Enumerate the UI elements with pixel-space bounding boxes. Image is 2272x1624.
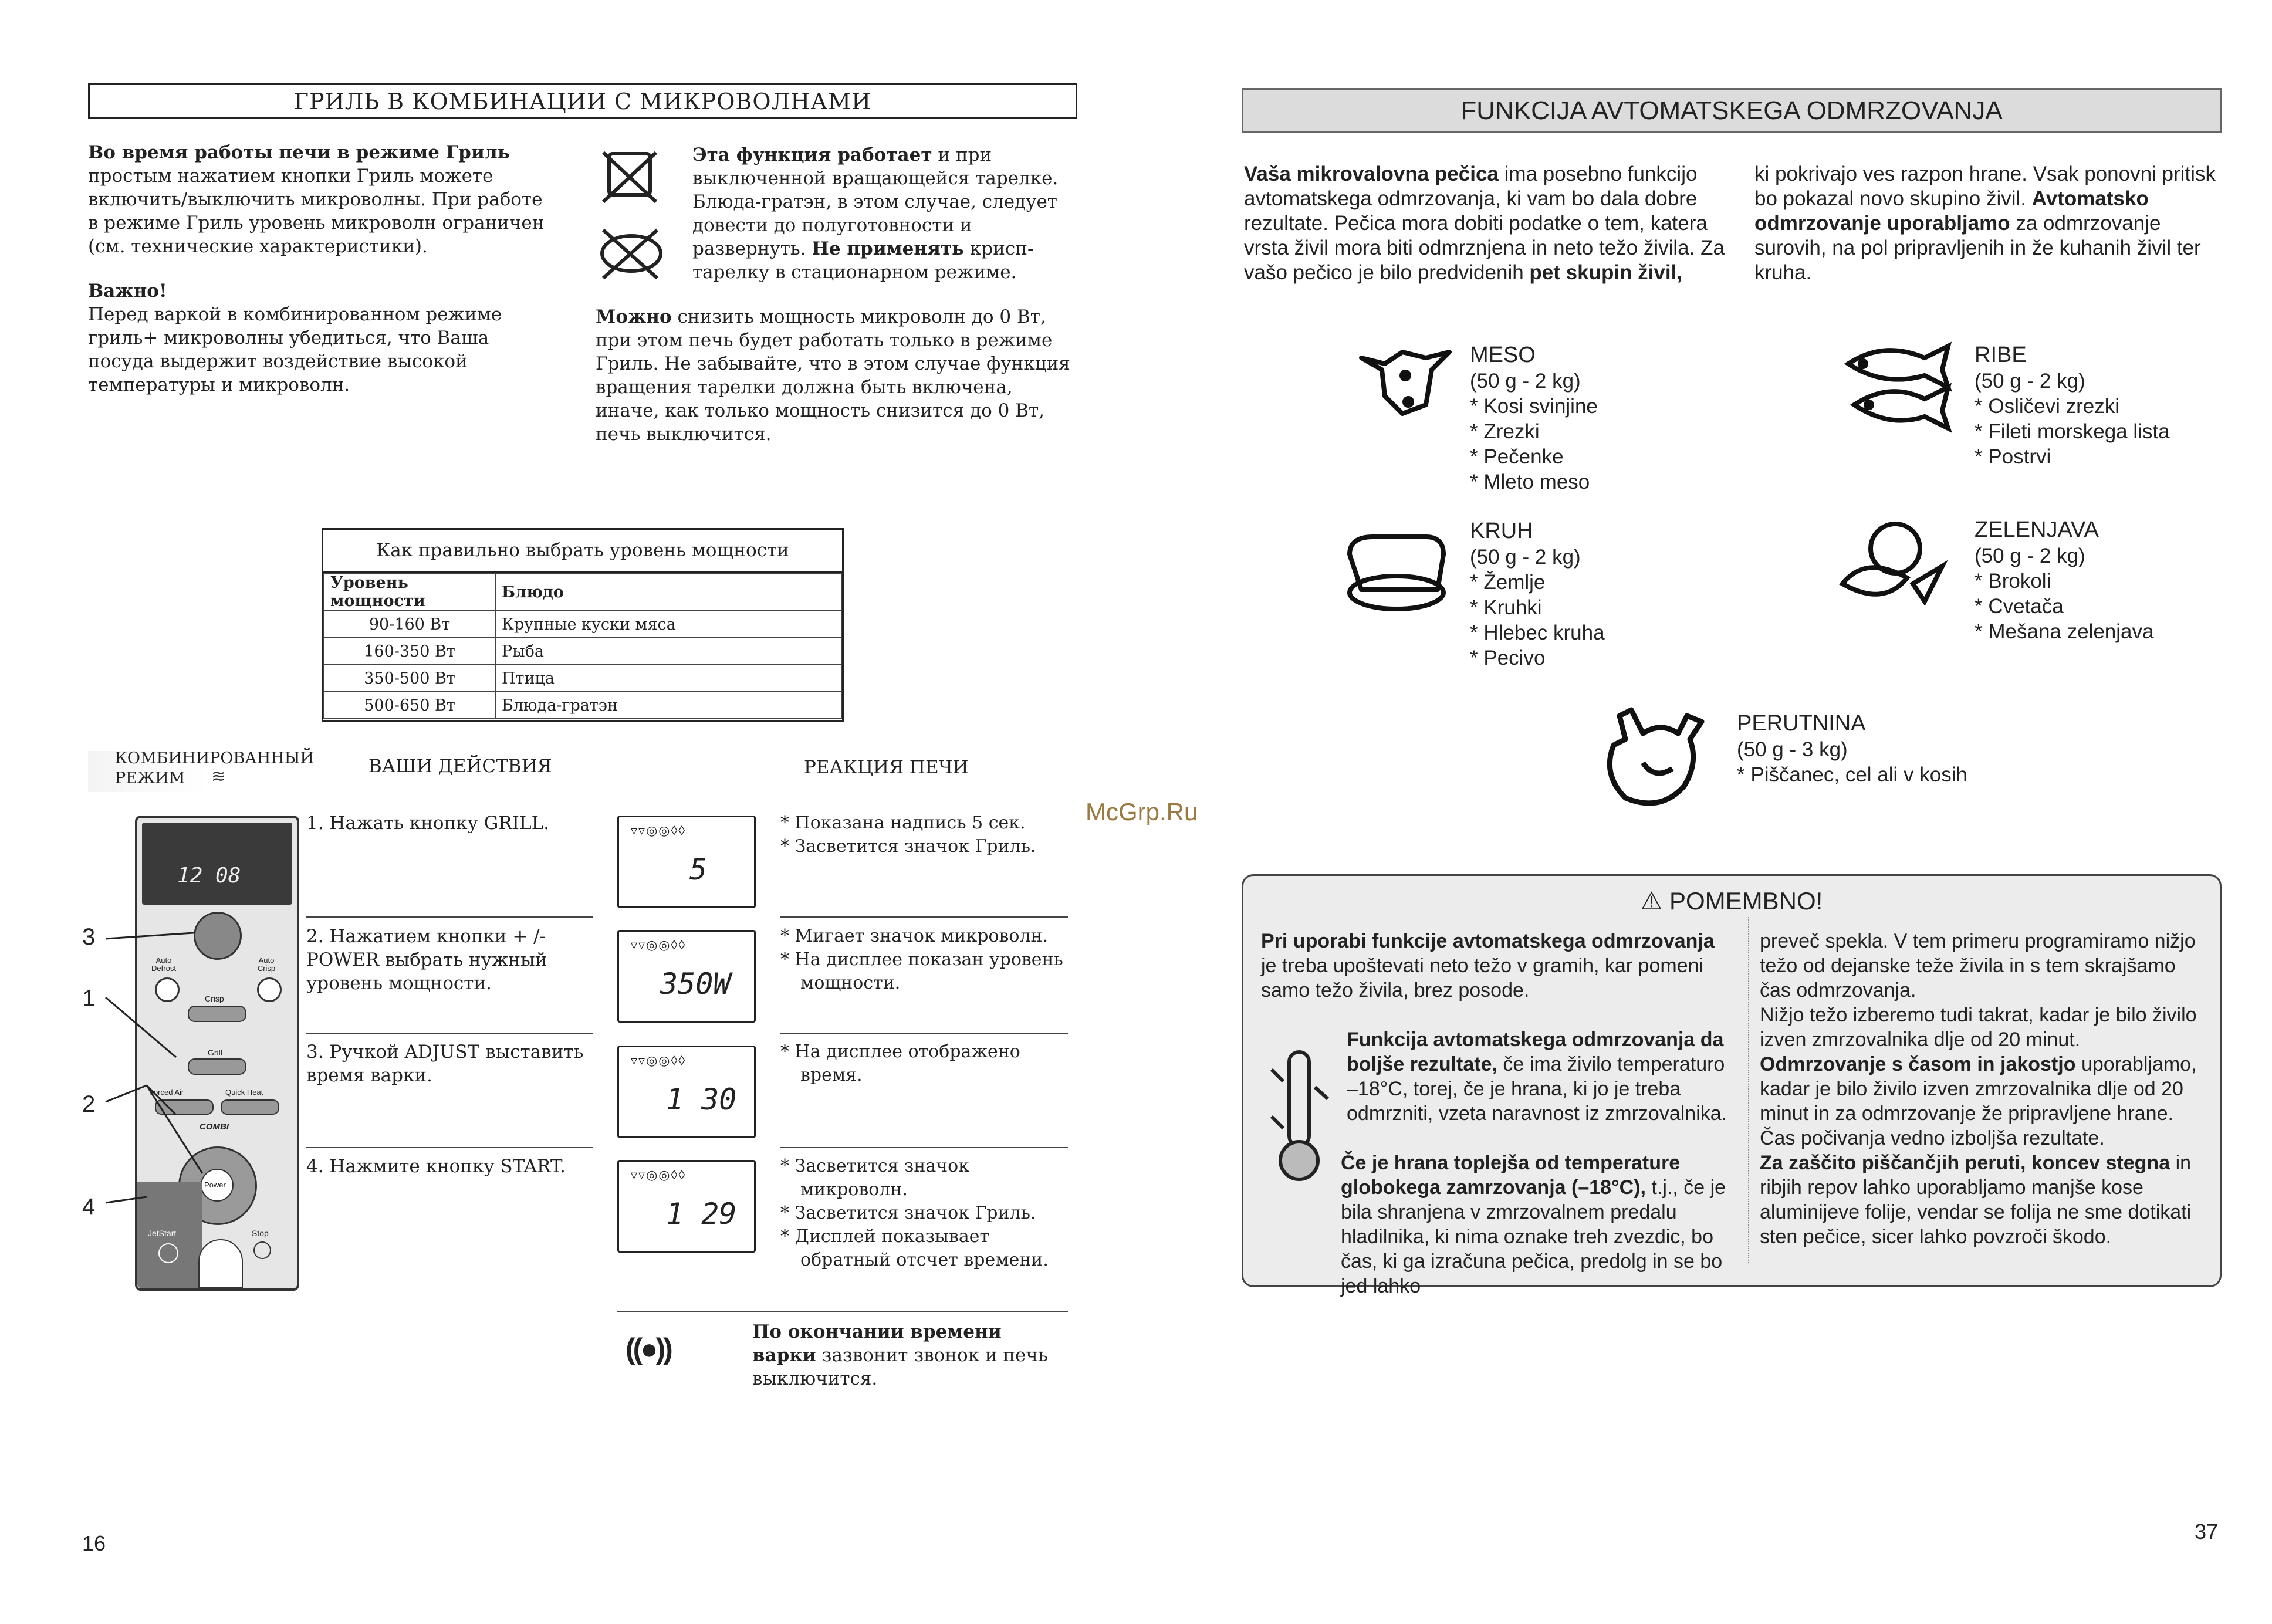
response-item: * Дисплей показывает обратный отсчет времени. <box>780 1226 1049 1270</box>
oven-display <box>617 1160 756 1253</box>
table-row <box>324 665 841 692</box>
warning-text-1: je treba upoštevati neto težo v gramih, kar pomeni samo težo živila, brez posode. <box>1261 955 1704 1002</box>
category-title: ZELENJAVA <box>1975 517 2099 542</box>
intro-column-1 <box>1244 162 1725 285</box>
category-title: RIBE <box>1975 343 2027 367</box>
table-cell-power: 350-500 Вт <box>324 665 495 692</box>
category-item: * Žemlje <box>1470 571 1546 594</box>
warning-text-6: uporabljamo, kadar je bilo živilo izven zmrzovalnika dlje od 20 minut in za odmrzovanje že pripravljene hrane. Čas počivanja vedno izboljša rezultate. <box>1760 1053 2197 1149</box>
intro-text-3: za odmrzovanje surovih, na pol pripravljenih in že kuhanih živil ter kruha. <box>1754 212 2201 284</box>
category-weight: (50 g - 2 kg) <box>1975 370 2085 393</box>
door-release-button[interactable] <box>198 1239 243 1288</box>
page-number-right: 37 <box>2195 1520 2219 1544</box>
oven-display <box>617 1046 756 1138</box>
oven-display <box>617 816 756 908</box>
column-actions-header: ВАШИ ДЕЙСТВИЯ <box>368 756 552 777</box>
category-weight: (50 g - 2 kg) <box>1470 546 1581 569</box>
meat-cow-icon <box>1350 340 1455 422</box>
step-2-response <box>780 925 1074 995</box>
left-page-title: ГРИЛЬ В КОМБИНАЦИИ С МИКРОВОЛНАМИ <box>88 83 1077 119</box>
category-title: KRUH <box>1470 519 1533 543</box>
display-readout: 1 30 <box>666 1082 737 1116</box>
warning-text-7: in ribjih repov lahko uporabljamo manjše kose aluminijeve folije, vendar se folija ne sme dotikati sten pečice, sicer lahko povzroči škodo. <box>1760 1152 2192 1248</box>
end-text: зазвонит звонок и печь выключится. <box>752 1345 1048 1389</box>
category-title: PERUTNINA <box>1737 711 1866 736</box>
end-of-cooking-note <box>752 1320 1057 1390</box>
category-item: * Fileti morskega lista <box>1975 420 2170 443</box>
step-4-action: 4. Нажмите кнопку START. <box>306 1156 566 1177</box>
warning-text-5: Nižjo težo izberemo tudi takrat, kadar je bilo živilo izven zmrzovalnika dlje od 20 minut. <box>1760 1004 2197 1051</box>
response-divider <box>780 1147 1068 1148</box>
panel-display <box>142 823 292 905</box>
category-item: * Mešana zelenjava <box>1975 620 2154 643</box>
warning-bold-2: Funkcija avtomatskega odmrzovanja da boljše rezultate, <box>1347 1028 1724 1075</box>
stop-button[interactable] <box>253 1241 271 1259</box>
turntable-bold: Эта функция работает <box>692 144 932 165</box>
watermark: McGrp.Ru <box>1086 798 1198 825</box>
category-item: * Osličevi zrezki <box>1975 395 2119 418</box>
warning-triangle-icon: ⚠ <box>1640 887 1663 915</box>
category-item: * Pecivo <box>1470 647 1546 669</box>
category-kruh <box>1470 517 1605 671</box>
category-item: * Mleto meso <box>1470 471 1590 493</box>
turntable-bold-2: Не применять <box>812 238 965 259</box>
category-meso <box>1470 341 1598 495</box>
display-status-icons: ▿▿◎◎◊◊ <box>631 1053 687 1068</box>
category-item: * Zrezki <box>1470 420 1540 443</box>
warning-bold-4: Odmrzovanje s časom in jakostjo <box>1760 1053 2076 1075</box>
table-row <box>324 638 841 665</box>
intro-text-1: ima posebno funkcijo avtomatskega odmrzovanja, ki vam bo dala dobre rezultate. Pečica mora dobiti podatke o tem, katera vrsta živil mora biti odmrznjena in neto težo živila. Za vašo pečico je bilo predvidenih <box>1244 163 1725 284</box>
warning-title: POMEMBNO! <box>1669 887 1823 915</box>
table-header-power: Уровень мощности <box>324 573 495 611</box>
category-item: * Hlebec kruha <box>1470 621 1605 644</box>
response-item: * На дисплее отображено время. <box>780 1041 1020 1085</box>
grill-label: Grill <box>208 1048 222 1057</box>
warning-column-1 <box>1261 929 1725 1003</box>
warning-column-divider <box>1748 917 1749 1263</box>
display-readout: 5 <box>689 852 708 887</box>
display-readout: 350W <box>660 967 731 1001</box>
step-divider <box>306 1033 593 1034</box>
jetstart-button[interactable] <box>158 1243 178 1263</box>
warning-text-2: če ima živilo temperaturo –18°C, torej, če je hrana, ki jo je treba odmrzniti, vzeta naravnost iz zmrzovalnika. <box>1347 1053 1727 1125</box>
table-header-dish: Блюдо <box>495 573 841 611</box>
important-text: Перед варкой в комбинированном режиме гриль+ микроволны убедиться, что Ваша посуда выдержит воздействие высокой температуры и микроволн. <box>88 304 502 395</box>
callout-4: 4 <box>82 1194 96 1220</box>
category-weight: (50 g - 2 kg) <box>1975 544 2085 567</box>
step-1-action: 1. Нажать кнопку GRILL. <box>306 813 550 834</box>
intro-bold-2: pet skupin živil, <box>1529 261 1683 284</box>
step-divider <box>306 1147 593 1148</box>
category-zelenjava <box>1975 516 2153 644</box>
stop-label: Stop <box>252 1229 269 1238</box>
important-heading: Важно! <box>88 280 167 302</box>
warning-column-1-b <box>1347 1027 1734 1126</box>
warning-bold-1: Pri uporabi funkcije avtomatskega odmrzovanja <box>1261 930 1715 952</box>
forced-air-label: Forced Air <box>149 1088 184 1097</box>
quick-heat-label: Quick Heat <box>225 1088 263 1097</box>
warning-paragraph <box>1760 1052 2212 1151</box>
vegetables-icon <box>1831 519 1948 613</box>
warning-bold-3: Če je hrana toplejša od temperature globokega zamrzovanja (–18°C), <box>1341 1152 1681 1199</box>
response-item: * Показана надпись 5 сек. <box>780 813 1026 833</box>
table-cell-power: 500-650 Вт <box>324 692 495 719</box>
category-ribe <box>1975 341 2170 469</box>
right-page-title: FUNKCIJA AVTOMATSKEGA ODMRZOVANJA <box>1242 88 2222 133</box>
table-row <box>324 611 841 638</box>
crisp-label: Crisp <box>205 994 224 1003</box>
category-item: * Kruhki <box>1470 596 1542 619</box>
response-divider <box>780 1033 1068 1034</box>
step-3-response <box>780 1040 1039 1087</box>
table-cell-power: 160-350 Вт <box>324 638 495 665</box>
warning-column-2 <box>1760 929 2212 1249</box>
intro-column-2 <box>1754 162 2224 285</box>
combi-label: COMBI <box>200 1122 229 1132</box>
auto-crisp-label: Auto Crisp <box>257 956 276 973</box>
category-item: * Pečenke <box>1470 445 1564 468</box>
auto-defrost-label: Auto Defrost <box>151 956 176 973</box>
category-item: * Piščanec, cel ali v kosih <box>1737 763 1967 786</box>
intro-paragraph <box>88 141 557 258</box>
display-status-icons: ▿▿◎◎◊◊ <box>631 1168 687 1182</box>
warning-bold-5: Za zaščito piščančjih peruti, koncev stegna <box>1760 1152 2170 1174</box>
table-cell-power: 90-160 Вт <box>324 611 495 638</box>
combi-mode-icon: ≋ <box>211 766 226 787</box>
table-cell-dish: Рыба <box>495 638 841 665</box>
category-item: * Cvetača <box>1975 595 2064 618</box>
no-turntable-icon <box>599 148 669 283</box>
category-title: MESO <box>1470 343 1536 367</box>
step-2-action: 2. Нажатием кнопки + /- POWER выбрать нужный уровень мощности. <box>306 926 547 994</box>
turntable-text-1: и при выключенной вращающейся тарелке. Блюда-гратэн, в этом случае, следует довести до полуготовности и развернуть. <box>692 144 1059 259</box>
power-label: Power <box>204 1180 226 1189</box>
bell-icon: ((●)) <box>626 1332 671 1365</box>
oven-display <box>617 930 756 1023</box>
warning-paragraph <box>1760 1151 2212 1249</box>
important-note <box>88 279 557 397</box>
mode-label-line-1: КОМБИНИРОВАННЫЙ <box>115 749 314 767</box>
category-weight: (50 g - 3 kg) <box>1737 738 1848 761</box>
response-item: * Засветится значок микроволн. <box>780 1156 969 1200</box>
table-cell-dish: Птица <box>495 665 841 692</box>
intro-text: простым нажатием кнопки Гриль можете включить/выключить микроволны. При работе в режиме Гриль уровень микроволн ограничен (см. технические характеристики). <box>88 165 545 257</box>
category-item: * Brokoli <box>1975 570 2051 593</box>
intro-bold-3: Avtomatsko odmrzovanje uporabljamo <box>1754 187 2149 235</box>
power-level-table <box>322 528 844 722</box>
callout-2: 2 <box>82 1091 96 1117</box>
display-readout: 1 29 <box>666 1197 737 1231</box>
power-text: снизить мощность микроволн до 0 Вт, при этом печь будет работать только в режиме Гриль. Не забывайте, что в этом случае функция вращения тарелки должна быть включена, иначе, как только мощность снизится до 0 Вт, печь выключится. <box>596 306 1070 445</box>
step-1-response <box>780 811 1074 858</box>
intro-text-2: ki pokrivajo ves razpon hrane. Vsak ponovni pritisk bo pokazal novo skupino živil. <box>1754 163 2216 210</box>
response-item: * Засветится значок Гриль. <box>780 1203 1036 1223</box>
response-item: * Засветится значок Гриль. <box>780 836 1036 857</box>
warning-column-1-c <box>1341 1151 1734 1298</box>
intro-bold-1: Vaša mikrovalovna pečica <box>1244 163 1499 185</box>
table-cell-dish: Крупные куски мяса <box>495 611 841 638</box>
response-divider <box>780 916 1068 918</box>
panel-display-time: 12 08 <box>177 864 241 888</box>
turntable-text-2: крисп-тарелку в стационарном режиме. <box>692 238 1034 283</box>
category-item: * Kosi svinjine <box>1470 395 1598 418</box>
step-divider <box>306 916 593 918</box>
power-paragraph <box>596 305 1077 446</box>
callout-1: 1 <box>82 986 96 1011</box>
display-status-icons: ▿▿◎◎◊◊ <box>631 938 687 952</box>
table-cell-dish: Блюда-гратэн <box>495 692 841 719</box>
warning-text-3: t.j., če je bila shranjena v zmrzovalnem predalu hladilnika, ki nima oznake treh zvezdic, bo čas, ki ga izračuna pečica, predolg in se bo jed lahko <box>1341 1176 1726 1297</box>
display-status-icons: ▿▿◎◎◊◊ <box>631 823 687 838</box>
callout-lines <box>100 915 288 1232</box>
step-3-action: 3. Ручкой ADJUST выставить время варки. <box>306 1041 584 1086</box>
table-row <box>324 692 841 719</box>
jetstart-label: JetStart <box>148 1229 177 1238</box>
poultry-chicken-icon <box>1590 698 1708 816</box>
power-bold: Можно <box>596 306 672 327</box>
category-weight: (50 g - 2 kg) <box>1470 370 1581 393</box>
fish-icon <box>1837 340 1954 440</box>
category-item: * Postrvi <box>1975 445 2051 468</box>
important-warning-box <box>1242 874 2222 1297</box>
table-caption: Как правильно выбрать уровень мощности <box>323 530 842 573</box>
response-item: * Мигает значок микроволн. <box>780 926 1049 946</box>
page-number-left: 16 <box>82 1531 106 1555</box>
mode-label-line-2: РЕЖИМ <box>115 769 185 787</box>
category-perutnina <box>1737 710 1967 787</box>
warning-text-4: preveč spekla. V tem primeru programiramo nižjo težo od dejanske teže živila in s tem skrajšamo čas odmrzovanja. <box>1760 930 2196 1002</box>
bread-icon <box>1338 519 1455 613</box>
response-divider <box>617 1311 1068 1312</box>
turntable-paragraph <box>692 143 1068 284</box>
response-item: * На дисплее показан уровень мощности. <box>780 949 1063 993</box>
thermometer-icon <box>1267 1046 1331 1187</box>
callout-3: 3 <box>82 924 96 950</box>
column-response-header: РЕАКЦИЯ ПЕЧИ <box>804 757 969 778</box>
intro-bold: Во время работы печи в режиме Гриль <box>88 142 510 163</box>
end-bold: По окончании времени варки <box>752 1321 1002 1366</box>
warning-title-row <box>1243 887 2220 915</box>
step-4-response <box>780 1155 1056 1272</box>
